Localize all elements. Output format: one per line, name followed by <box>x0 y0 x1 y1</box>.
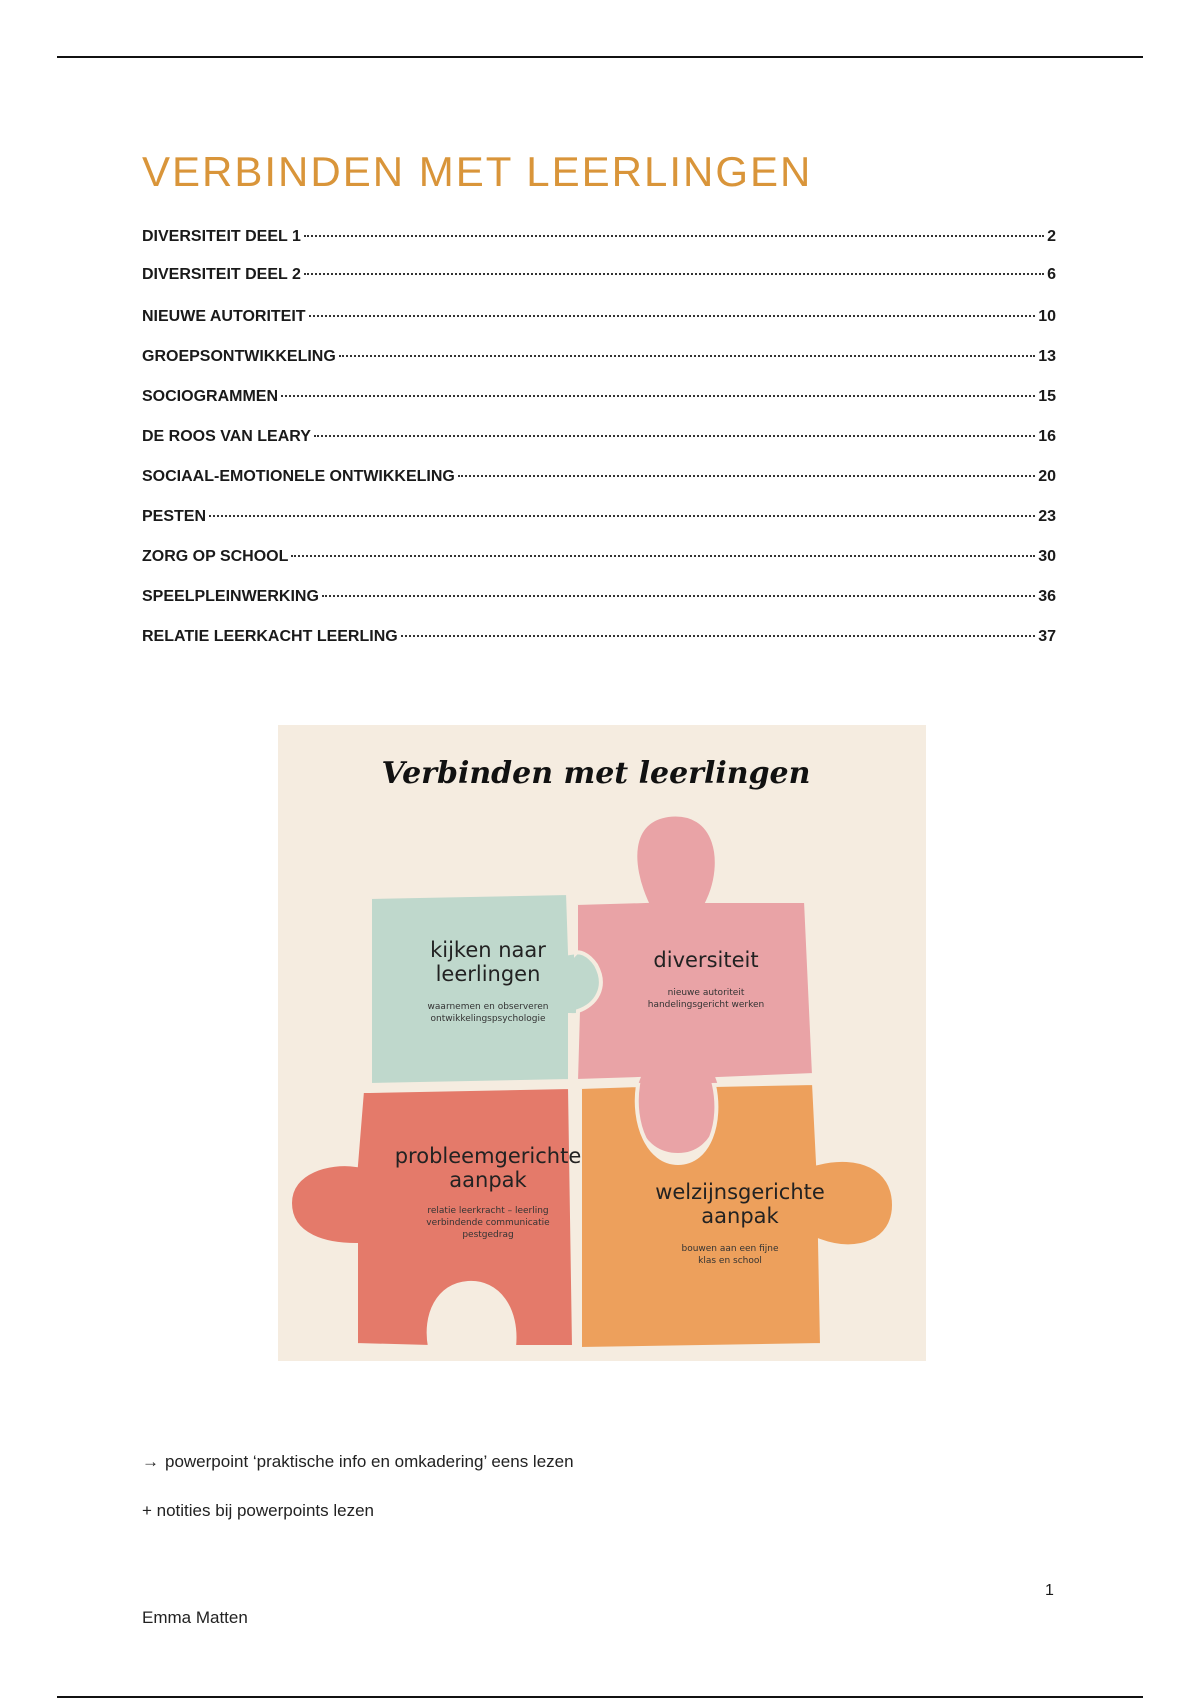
toc-entry[interactable] <box>142 628 1056 646</box>
toc-entry-label: NIEUWE AUTORITEIT <box>142 308 306 325</box>
toc-entry-page: 23 <box>1038 508 1056 525</box>
toc-entry[interactable] <box>142 308 1056 326</box>
piece-subtitle: pestgedrag <box>462 1230 514 1240</box>
toc-entry-page: 15 <box>1038 388 1056 405</box>
puzzle-piece-probleemgericht <box>290 1087 574 1347</box>
toc-entry[interactable] <box>142 348 1056 366</box>
toc-entry-page: 13 <box>1038 348 1056 365</box>
piece-subtitle: verbindende communicatie <box>426 1218 550 1228</box>
header-rule <box>57 56 1143 58</box>
toc-entry-label: SOCIAAL-EMOTIONELE ONTWIKKELING <box>142 468 455 485</box>
toc-leader <box>304 273 1044 275</box>
note-text: + notities bij powerpoints lezen <box>142 1501 374 1520</box>
piece-title: aanpak <box>449 1168 527 1192</box>
toc-leader <box>339 355 1035 357</box>
toc-entry-page: 6 <box>1047 266 1056 283</box>
arrow-right-icon: → <box>142 1452 159 1471</box>
toc-entry-label: ZORG OP SCHOOL <box>142 548 289 565</box>
toc-leader <box>281 395 1035 397</box>
toc-leader <box>209 515 1035 517</box>
note-text: powerpoint ‘praktische info en omkadering’ eens lezen <box>165 1452 574 1471</box>
piece-title: leerlingen <box>435 962 541 986</box>
toc-entry-label: SPEELPLEINWERKING <box>142 588 319 605</box>
toc-entry-label: PESTEN <box>142 508 207 525</box>
piece-title: aanpak <box>701 1204 779 1228</box>
page-number: 1 <box>1045 1582 1054 1599</box>
toc-leader <box>304 235 1044 237</box>
piece-title: kijken naar <box>430 938 546 962</box>
toc-entry-page: 10 <box>1038 308 1056 325</box>
illustration-heading: Verbinden met leerlingen <box>381 756 811 791</box>
toc-leader <box>322 595 1035 597</box>
toc-entry-label: SOCIOGRAMMEN <box>142 388 278 405</box>
piece-title: welzijnsgerichte <box>655 1180 825 1204</box>
toc-entry[interactable] <box>142 266 1056 284</box>
piece-subtitle: relatie leerkracht – leerling <box>427 1206 549 1216</box>
piece-subtitle: ontwikkelingspsychologie <box>430 1014 546 1024</box>
toc-leader <box>314 435 1035 437</box>
toc-entry-label: RELATIE LEERKACHT LEERLING <box>142 628 398 645</box>
toc-entry-page: 2 <box>1047 228 1056 245</box>
toc-entry[interactable] <box>142 508 1056 526</box>
piece-subtitle: waarnemen en observeren <box>427 1002 549 1012</box>
toc-entry-label: DIVERSITEIT DEEL 1 <box>142 228 301 245</box>
piece-subtitle: handelingsgericht werken <box>647 1000 765 1010</box>
page-title: VERBINDEN MET LEERLINGEN <box>142 148 813 195</box>
note-notities <box>142 1501 374 1521</box>
toc-entry-label: DE ROOS VAN LEARY <box>142 428 311 445</box>
toc-entry[interactable] <box>142 548 1056 566</box>
piece-subtitle: nieuwe autoriteit <box>667 988 745 998</box>
note-powerpoint <box>142 1452 574 1472</box>
author-name: Emma Matten <box>142 1608 248 1627</box>
toc-entry-label: GROEPSONTWIKKELING <box>142 348 336 365</box>
toc-entry-page: 37 <box>1038 628 1056 645</box>
toc-entry-page: 20 <box>1038 468 1056 485</box>
piece-subtitle: klas en school <box>698 1256 762 1266</box>
toc-entry-label: DIVERSITEIT DEEL 2 <box>142 266 301 283</box>
piece-subtitle: bouwen aan een fijne <box>681 1244 779 1254</box>
toc-entry[interactable] <box>142 588 1056 606</box>
toc-entry[interactable] <box>142 388 1056 406</box>
piece-title: probleemgerichte <box>394 1144 582 1168</box>
puzzle-piece-kijken <box>370 893 608 1085</box>
toc-entry-page: 36 <box>1038 588 1056 605</box>
toc-leader <box>458 475 1035 477</box>
footer-rule <box>57 1696 1143 1698</box>
toc-entry[interactable] <box>142 428 1056 446</box>
puzzle-illustration <box>278 725 926 1361</box>
toc-entry-page: 30 <box>1038 548 1056 565</box>
toc-entry[interactable] <box>142 468 1056 486</box>
piece-title: diversiteit <box>653 948 759 972</box>
toc-leader <box>401 635 1036 637</box>
toc-entry-page: 16 <box>1038 428 1056 445</box>
toc-leader <box>291 555 1035 557</box>
toc-entry[interactable] <box>142 228 1056 246</box>
toc-leader <box>309 315 1036 317</box>
